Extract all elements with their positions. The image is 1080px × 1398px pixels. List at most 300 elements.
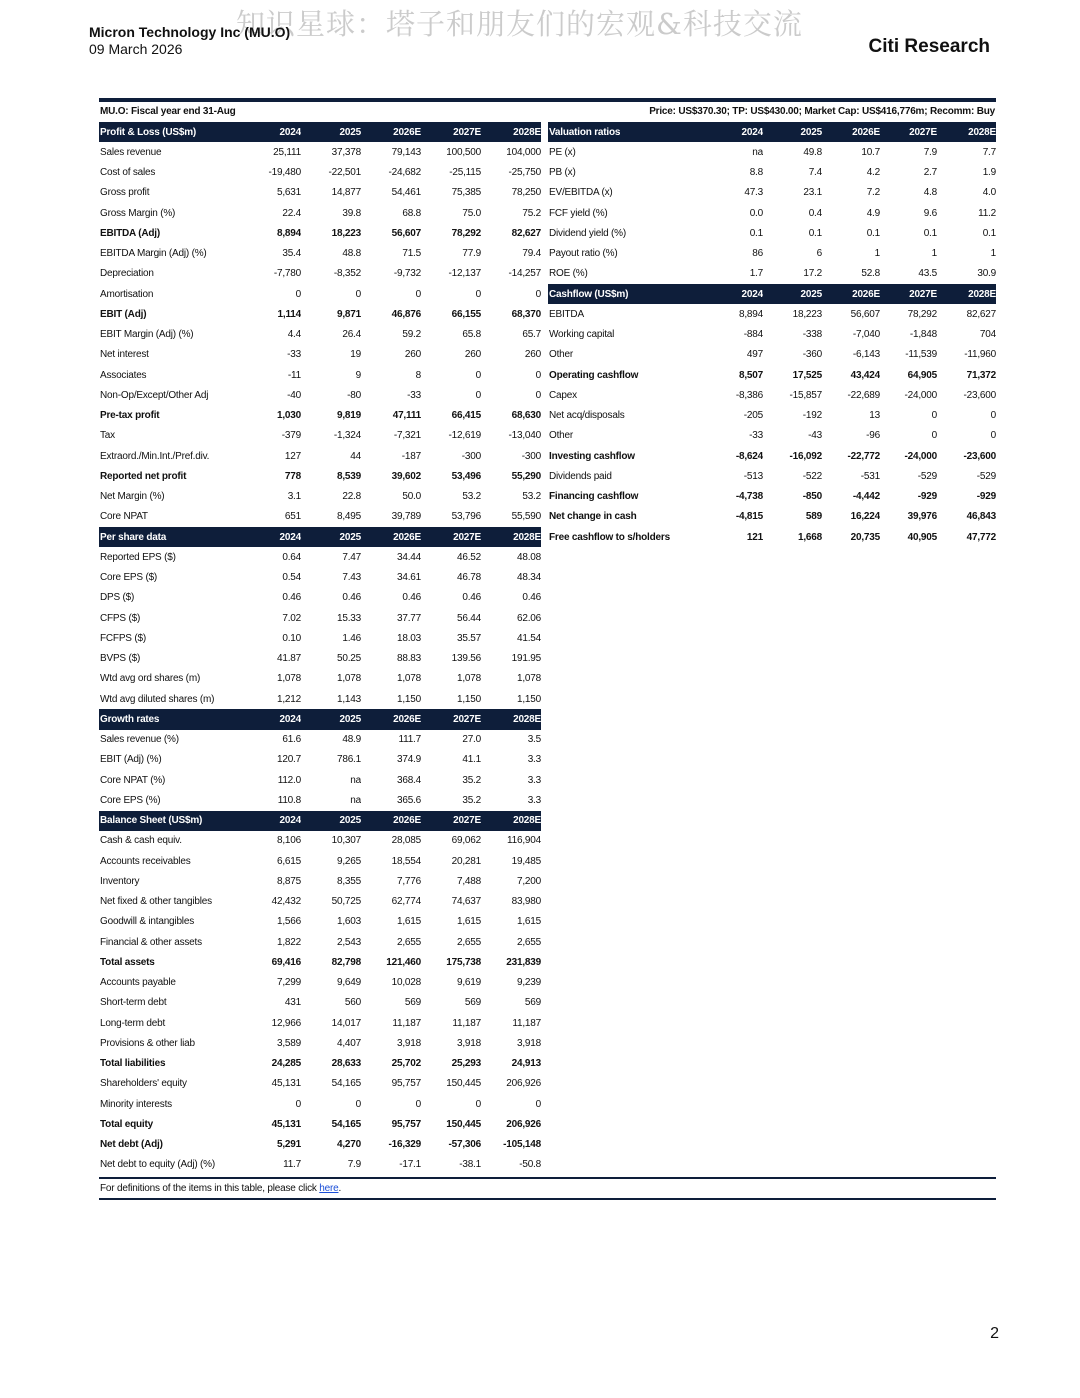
value-cell: 25,111 (273, 146, 301, 158)
value-cell: 0.46 (522, 592, 541, 604)
value-cell: 4.8 (923, 187, 937, 199)
table-row (99, 406, 541, 426)
value-cell: 3.3 (527, 774, 541, 786)
value-cell: -1,848 (909, 329, 937, 341)
value-cell: 50,725 (331, 896, 361, 908)
value-cell: -14,257 (508, 268, 541, 280)
value-cell: 0.64 (282, 551, 301, 563)
year-header-cell: 2025 (301, 527, 361, 547)
value-cell: 35.2 (462, 794, 481, 806)
value-cell: 0.0 (749, 207, 763, 219)
value-cell: -25,115 (449, 167, 481, 179)
row-label: Extraord./Min.Int./Pref.div. (100, 450, 210, 462)
value-cell: -16,329 (388, 1139, 421, 1151)
row-label: Dividends paid (549, 470, 612, 482)
table-row (99, 568, 541, 588)
year-header-cell: 2026E (822, 284, 880, 304)
table-row (548, 163, 996, 183)
value-cell: 1,078 (516, 673, 541, 685)
top-rule (99, 98, 996, 102)
value-cell: 54,165 (331, 1118, 361, 1130)
value-cell: 1,212 (276, 693, 301, 705)
table-row (548, 487, 996, 507)
value-cell: 83,980 (511, 896, 541, 908)
year-header-cell: 2024 (264, 709, 301, 729)
value-cell: 78,292 (907, 308, 937, 320)
value-cell: 18,223 (792, 308, 822, 320)
value-cell: 260 (524, 349, 541, 361)
footnote (100, 1183, 341, 1194)
value-cell: 47,772 (966, 531, 996, 543)
value-cell: 59.2 (402, 329, 421, 341)
value-cell: -379 (281, 430, 301, 442)
table-row (99, 466, 541, 486)
row-label: Sales revenue (100, 146, 162, 158)
row-label: EBIT Margin (Adj) (%) (100, 329, 194, 341)
value-cell: 4,270 (336, 1139, 361, 1151)
value-cell: -19,480 (268, 167, 301, 179)
value-cell: 104,000 (506, 146, 541, 158)
value-cell: -8,624 (735, 450, 763, 462)
value-cell: -17.1 (399, 1159, 421, 1171)
row-label: Minority interests (100, 1098, 172, 1110)
value-cell: 4.2 (866, 167, 880, 179)
value-cell: 18.03 (396, 632, 421, 644)
value-cell: 9.6 (923, 207, 937, 219)
definitions-link[interactable]: here (319, 1183, 339, 1194)
value-cell: 50.0 (402, 491, 421, 503)
value-cell: 62.06 (516, 612, 541, 624)
value-cell: -4,738 (735, 491, 763, 503)
value-cell: 68.8 (402, 207, 421, 219)
value-cell: 45,131 (271, 1118, 301, 1130)
value-cell: 127 (284, 450, 301, 462)
row-label: Total assets (100, 956, 155, 968)
value-cell: 14,017 (331, 1017, 361, 1029)
bottom-rule-bottom (99, 1198, 996, 1200)
table-row (99, 1013, 541, 1033)
year-header-cell: 2027E (880, 122, 937, 142)
value-cell: 66,155 (451, 308, 481, 320)
table-row (548, 203, 996, 223)
value-cell: -338 (802, 329, 822, 341)
value-cell: 8.8 (749, 167, 763, 179)
value-cell: 0 (535, 389, 541, 401)
value-cell: 7,200 (516, 875, 541, 887)
value-cell: 260 (404, 349, 421, 361)
value-cell: 1,078 (276, 673, 301, 685)
value-cell: -25,750 (508, 167, 541, 179)
value-cell: 66,415 (451, 410, 481, 422)
year-header-cell: 2027E (421, 527, 481, 547)
value-cell: 0 (415, 1098, 421, 1110)
value-cell: 8 (415, 369, 421, 381)
table-row (548, 244, 996, 264)
value-cell: 497 (746, 349, 763, 361)
year-header-cell: 2028E (481, 527, 541, 547)
value-cell: 7.02 (282, 612, 301, 624)
page-number: 2 (990, 1325, 999, 1342)
value-cell: -12,619 (448, 430, 481, 442)
value-cell: 23.1 (803, 187, 822, 199)
value-cell: 54,461 (391, 187, 421, 199)
value-cell: 18,554 (391, 855, 421, 867)
value-cell: 0.1 (808, 227, 822, 239)
row-label: Other (549, 349, 574, 361)
value-cell: 560 (344, 997, 361, 1009)
value-cell: 0.46 (462, 592, 481, 604)
value-cell: 110.8 (277, 794, 301, 806)
value-cell: 116,904 (506, 835, 541, 847)
value-cell: 5,631 (276, 187, 301, 199)
value-cell: 11.7 (283, 1159, 301, 1171)
value-cell: 28,633 (331, 1058, 361, 1070)
year-header-cell: 2026E (361, 811, 421, 831)
value-cell: 365.6 (396, 794, 421, 806)
value-cell: 46,876 (391, 308, 421, 320)
value-cell: -33 (407, 389, 421, 401)
table-row (99, 973, 541, 993)
value-cell: -50.8 (519, 1159, 541, 1171)
table-row (99, 851, 541, 871)
value-cell: 11.2 (978, 207, 996, 219)
row-label: FCF yield (%) (549, 207, 608, 219)
value-cell: 0 (535, 288, 541, 300)
row-label: Payout ratio (%) (549, 248, 618, 260)
value-cell: -8,352 (333, 268, 361, 280)
value-cell: 30.9 (977, 268, 996, 280)
value-cell: 14,877 (331, 187, 361, 199)
value-cell: 40,905 (907, 531, 937, 543)
value-cell: 88.83 (396, 653, 421, 665)
table-row (99, 790, 541, 810)
value-cell: 175,738 (446, 956, 481, 968)
right-financial-table (548, 122, 996, 547)
value-cell: -9,732 (393, 268, 421, 280)
table-row (99, 892, 541, 912)
table-row (548, 507, 996, 527)
table-row (99, 446, 541, 466)
value-cell: 1,668 (797, 531, 822, 543)
value-cell: 6,615 (276, 855, 301, 867)
table-row (99, 1155, 541, 1175)
value-cell: 0.1 (923, 227, 937, 239)
table-row (548, 426, 996, 446)
value-cell: 1,615 (456, 916, 481, 928)
value-cell: 39,602 (391, 470, 421, 482)
value-cell: 65.8 (462, 329, 481, 341)
value-cell: 8,894 (276, 227, 301, 239)
value-cell: 0.1 (866, 227, 880, 239)
value-cell: 150,445 (446, 1078, 481, 1090)
value-cell: 43.5 (918, 268, 937, 280)
value-cell: -15,857 (789, 389, 822, 401)
value-cell: 10,028 (391, 977, 421, 989)
row-label: Depreciation (100, 268, 154, 280)
value-cell: 2,543 (336, 936, 361, 948)
table-row (548, 325, 996, 345)
value-cell: -38.1 (459, 1159, 481, 1171)
year-header-cell: 2027E (880, 284, 937, 304)
value-cell: -7,780 (273, 268, 301, 280)
row-label: Goodwill & intangibles (100, 916, 194, 928)
value-cell: 46,843 (966, 511, 996, 523)
value-cell: 35.57 (456, 632, 481, 644)
table-row (99, 993, 541, 1013)
value-cell: 4.9 (866, 207, 880, 219)
value-cell: -6,143 (852, 349, 880, 361)
value-cell: 56,607 (850, 308, 880, 320)
row-label: ROE (%) (549, 268, 588, 280)
table-row (99, 1054, 541, 1074)
value-cell: -22,501 (328, 167, 361, 179)
footnote-end: . (338, 1183, 342, 1194)
value-cell: 0 (295, 1098, 301, 1110)
value-cell: -40 (287, 389, 301, 401)
value-cell: 0 (355, 288, 361, 300)
year-header-cell: 2028E (481, 811, 541, 831)
table-row (99, 426, 541, 446)
value-cell: 37.77 (396, 612, 421, 624)
table-row (548, 223, 996, 243)
value-cell: 2,655 (516, 936, 541, 948)
value-cell: 1 (931, 248, 937, 260)
value-cell: 0.1 (982, 227, 996, 239)
table-subheader (99, 104, 996, 120)
value-cell: na (350, 774, 361, 786)
value-cell: 53.2 (522, 491, 541, 503)
value-cell: 24,285 (271, 1058, 301, 1070)
row-label: Net fixed & other tangibles (100, 896, 212, 908)
row-label: Financial & other assets (100, 936, 202, 948)
value-cell: 13 (869, 410, 880, 422)
value-cell: 4,407 (336, 1037, 361, 1049)
value-cell: 139.56 (451, 653, 481, 665)
row-label: Cost of sales (100, 167, 156, 179)
value-cell: 206,926 (506, 1078, 541, 1090)
value-cell: 62,774 (391, 896, 421, 908)
value-cell: 75.2 (522, 207, 541, 219)
value-cell: -513 (743, 470, 763, 482)
row-label: EBITDA Margin (Adj) (%) (100, 248, 207, 260)
value-cell: 7.47 (342, 551, 361, 563)
value-cell: 56.44 (456, 612, 481, 624)
value-cell: 589 (805, 511, 822, 523)
value-cell: 18,223 (331, 227, 361, 239)
row-label: Capex (549, 389, 577, 401)
fiscal-year-note: MU.O: Fiscal year end 31-Aug (100, 106, 236, 117)
year-header-cell: 2028E (937, 122, 996, 142)
row-label: Total equity (100, 1118, 153, 1130)
value-cell: 0.54 (282, 572, 301, 584)
value-cell: 7,299 (276, 977, 301, 989)
table-row (99, 932, 541, 952)
value-cell: 55,590 (511, 511, 541, 523)
value-cell: -23,600 (963, 450, 996, 462)
value-cell: 48.08 (516, 551, 541, 563)
table-row (99, 365, 541, 385)
value-cell: 75,385 (451, 187, 481, 199)
table-row (548, 264, 996, 284)
value-cell: 0 (355, 1098, 361, 1110)
value-cell: 0 (295, 288, 301, 300)
value-cell: 10,307 (331, 835, 361, 847)
row-label: Cashflow (US$m) (548, 284, 703, 304)
row-label: Operating cashflow (549, 369, 639, 381)
value-cell: 7.4 (808, 167, 822, 179)
value-cell: 0 (535, 369, 541, 381)
value-cell: 9,239 (516, 977, 541, 989)
table-row (99, 669, 541, 689)
value-cell: -300 (461, 450, 481, 462)
value-cell: 0 (931, 410, 937, 422)
value-cell: 22.4 (282, 207, 301, 219)
value-cell: 25,293 (451, 1058, 481, 1070)
value-cell: 2,655 (456, 936, 481, 948)
value-cell: -522 (802, 470, 822, 482)
value-cell: 17,525 (792, 369, 822, 381)
year-header-cell: 2028E (481, 709, 541, 729)
value-cell: 82,627 (966, 308, 996, 320)
value-cell: 111.7 (398, 734, 421, 746)
price-summary: Price: US$370.30; TP: US$430.00; Market Cap: US$416,776m; Recomm: Buy (649, 106, 995, 117)
value-cell: 28,085 (391, 835, 421, 847)
value-cell: 11,187 (512, 1017, 541, 1029)
row-label: Net Margin (%) (100, 491, 165, 503)
table-row (548, 365, 996, 385)
value-cell: 95,757 (391, 1118, 421, 1130)
year-header-cell: 2024 (703, 122, 763, 142)
value-cell: 0 (475, 288, 481, 300)
value-cell: 1,078 (336, 673, 361, 685)
value-cell: 569 (464, 997, 481, 1009)
value-cell: 78,250 (511, 187, 541, 199)
value-cell: 12,966 (271, 1017, 301, 1029)
value-cell: 1.9 (982, 167, 996, 179)
value-cell: -23,600 (963, 389, 996, 401)
value-cell: 65.7 (522, 329, 541, 341)
value-cell: 5,291 (276, 1139, 301, 1151)
year-header-cell: 2026E (361, 709, 421, 729)
value-cell: 71,372 (966, 369, 996, 381)
value-cell: 9,819 (336, 410, 361, 422)
value-cell: 82,627 (511, 227, 541, 239)
value-cell: 55,290 (511, 470, 541, 482)
value-cell: -22,689 (847, 389, 880, 401)
value-cell: 6 (816, 248, 822, 260)
value-cell: 1.7 (749, 268, 763, 280)
table-row (99, 487, 541, 507)
row-label: Accounts payable (100, 977, 176, 989)
table-row (548, 304, 996, 324)
left-financial-table (99, 122, 541, 1175)
year-header-cell: 2028E (481, 122, 541, 142)
value-cell: 3.3 (527, 794, 541, 806)
section-header-row (99, 811, 541, 831)
value-cell: 19,485 (511, 855, 541, 867)
value-cell: 19 (350, 349, 361, 361)
value-cell: 704 (979, 329, 996, 341)
value-cell: 121 (746, 531, 763, 543)
value-cell: 0.46 (402, 592, 421, 604)
row-label: PB (x) (549, 167, 576, 179)
value-cell: 1,078 (456, 673, 481, 685)
value-cell: 1,615 (396, 916, 421, 928)
table-row (99, 284, 541, 304)
value-cell: 121,460 (386, 956, 421, 968)
value-cell: 1,030 (276, 410, 301, 422)
section-header-row (99, 527, 541, 547)
value-cell: 47,111 (392, 410, 421, 422)
value-cell: 0 (931, 430, 937, 442)
value-cell: 3.3 (527, 754, 541, 766)
footnote-text: For definitions of the items in this table, please click (100, 1183, 320, 1194)
value-cell: 0.1 (749, 227, 763, 239)
table-row (548, 385, 996, 405)
table-row (548, 406, 996, 426)
value-cell: 3,589 (276, 1037, 301, 1049)
year-header-cell: 2026E (822, 122, 880, 142)
table-row (99, 649, 541, 669)
value-cell: -33 (287, 349, 301, 361)
table-row (99, 912, 541, 932)
value-cell: 53,796 (451, 511, 481, 523)
value-cell: 68,630 (511, 410, 541, 422)
year-header-cell: 2027E (421, 811, 481, 831)
row-label: Dividend yield (%) (549, 227, 626, 239)
row-label: Valuation ratios (548, 122, 703, 142)
table-row (99, 244, 541, 264)
value-cell: -80 (347, 389, 361, 401)
value-cell: 3.5 (527, 734, 541, 746)
row-label: Pre-tax profit (100, 410, 160, 422)
value-cell: 48.9 (342, 734, 361, 746)
row-label: Provisions & other liab (100, 1037, 195, 1049)
value-cell: 3,918 (516, 1037, 541, 1049)
brand-name: Citi Research (868, 36, 990, 57)
value-cell: 100,500 (446, 146, 481, 158)
row-label: Non-Op/Except/Other Adj (100, 389, 209, 401)
value-cell: -33 (749, 430, 763, 442)
bottom-rule-top (99, 1177, 996, 1179)
year-header-cell: 2025 (301, 709, 361, 729)
year-header-cell: 2024 (264, 527, 301, 547)
value-cell: 39.8 (342, 207, 361, 219)
table-row (99, 1074, 541, 1094)
value-cell: 52.8 (861, 268, 880, 280)
value-cell: 79,143 (391, 146, 421, 158)
table-row (99, 608, 541, 628)
value-cell: 74,637 (451, 896, 481, 908)
table-row (99, 628, 541, 648)
value-cell: 120.7 (276, 754, 301, 766)
value-cell: 786.1 (336, 754, 361, 766)
value-cell: 56,607 (391, 227, 421, 239)
value-cell: 7.9 (347, 1159, 361, 1171)
year-header-cell: 2025 (301, 122, 361, 142)
value-cell: 69,416 (271, 956, 301, 968)
year-header-cell: 2026E (361, 122, 421, 142)
row-label: Reported EPS ($) (100, 551, 176, 563)
value-cell: 0.4 (808, 207, 822, 219)
row-label: Short-term debt (100, 997, 167, 1009)
value-cell: 0.46 (342, 592, 361, 604)
value-cell: 16,224 (850, 511, 880, 523)
value-cell: -12,137 (448, 268, 481, 280)
value-cell: -4,442 (852, 491, 880, 503)
row-label: Financing cashflow (549, 491, 639, 503)
value-cell: 20,281 (451, 855, 481, 867)
